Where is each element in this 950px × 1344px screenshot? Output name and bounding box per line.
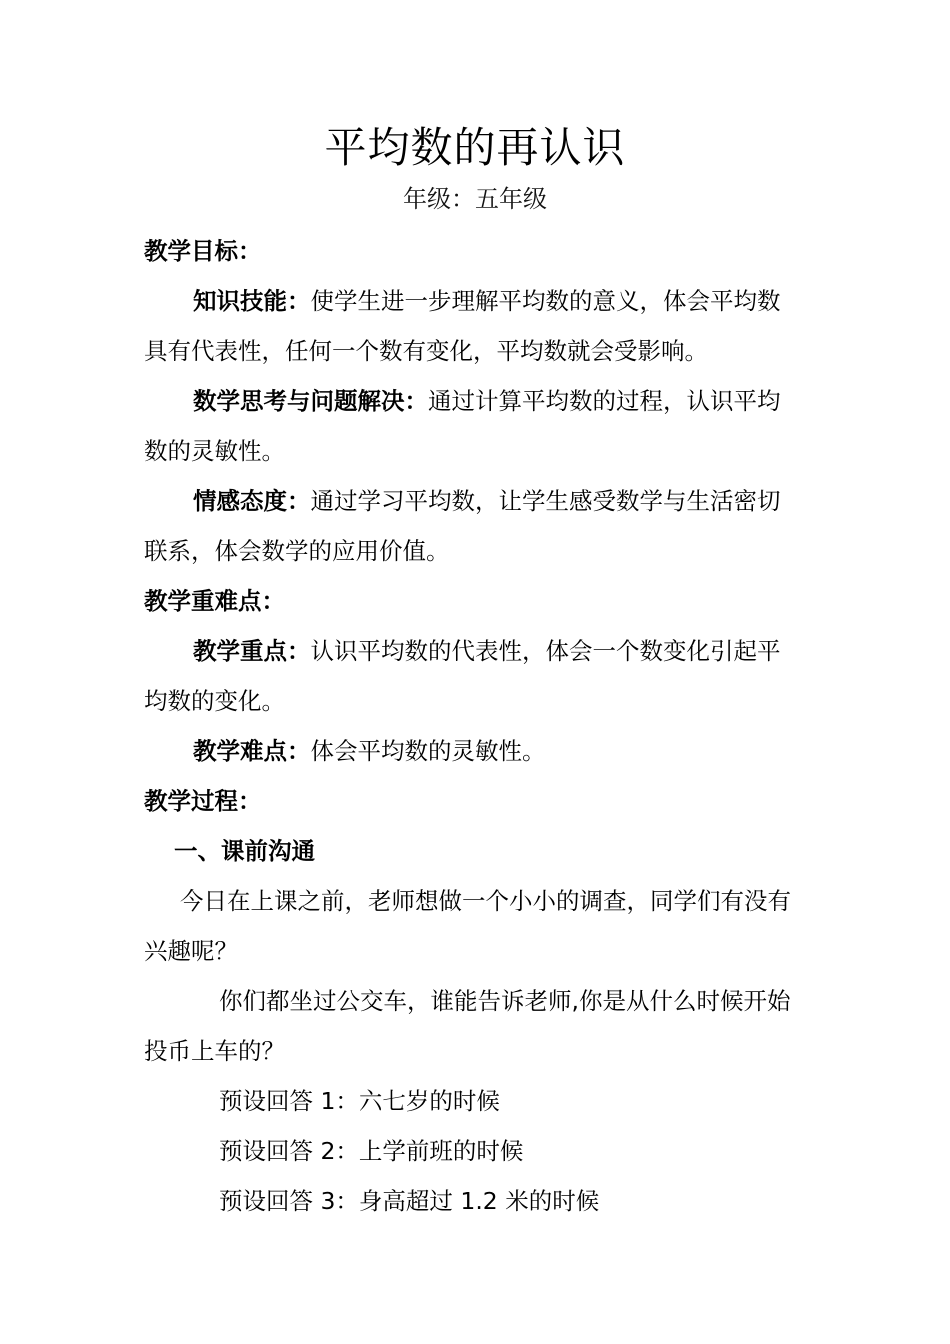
process-heading: 教学过程： — [144, 787, 262, 815]
difficulty-text: 体会平均数的灵敏性。 — [310, 737, 546, 765]
knowledge-label: 知识技能： — [193, 287, 311, 315]
knowledge-text: 使学生进一步理解平均数的意义，体会平均数具有代表性，任何一个数有变化，平均数就会受影响。 — [144, 287, 781, 365]
thinking-text: 通过计算平均数的过程，认识平均数的灵敏性。 — [144, 387, 781, 465]
key-point-label: 教学重点： — [193, 637, 311, 665]
attitude-text: 通过学习平均数，让学生感受数学与生活密切联系，体会数学的应用价值。 — [144, 487, 781, 565]
key-point-text: 认识平均数的代表性，体会一个数变化引起平均数的变化。 — [144, 637, 781, 715]
objectives-heading: 教学目标： — [144, 237, 262, 265]
difficulty-paragraph — [144, 726, 796, 776]
attitude-label: 情感态度： — [193, 487, 311, 515]
attitude-paragraph — [144, 476, 796, 576]
question-paragraph: 你们都坐过公交车，谁能告诉老师,你是从什么时候开始投币上车的？ — [144, 987, 791, 1065]
grade-subtitle: 年级：五年级 — [403, 185, 547, 213]
answer-3: 预设回答 3：身高超过 1.2 米的时候 — [219, 1187, 600, 1215]
document-title: 平均数的再认识 — [324, 123, 626, 172]
key-points-heading: 教学重难点： — [144, 587, 285, 615]
thinking-label: 数学思考与问题解决： — [193, 387, 428, 415]
survey-paragraph: 今日在上课之前，老师想做一个小小的调查，同学们有没有兴趣呢？ — [144, 887, 791, 965]
difficulty-label: 教学难点： — [193, 737, 311, 765]
document-body — [144, 226, 796, 1226]
knowledge-paragraph — [144, 276, 796, 376]
key-point-paragraph — [144, 626, 796, 726]
thinking-paragraph — [144, 376, 796, 476]
answer-2: 预设回答 2：上学前班的时候 — [219, 1137, 524, 1165]
section-one-title: 一、课前沟通 — [174, 837, 315, 865]
answer-1: 预设回答 1：六七岁的时候 — [219, 1087, 500, 1115]
